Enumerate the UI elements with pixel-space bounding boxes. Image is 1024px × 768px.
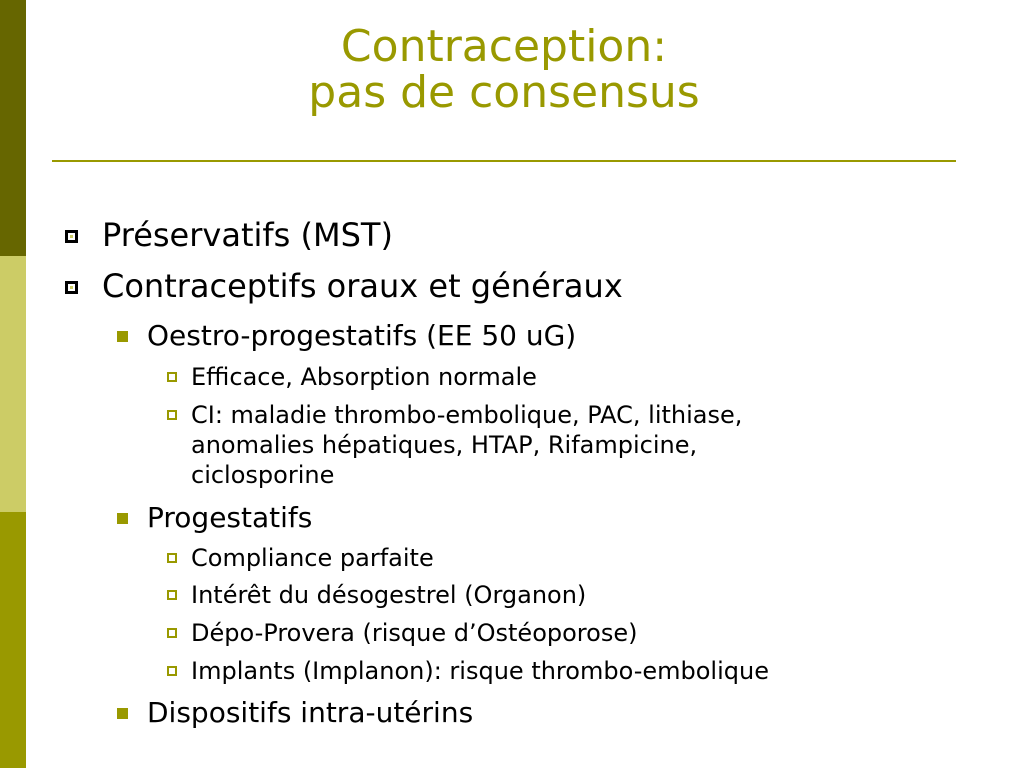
list-item bbox=[191, 580, 586, 610]
hollow-square-bullet-icon bbox=[167, 372, 177, 382]
list-item bbox=[191, 400, 742, 490]
list-item bbox=[191, 362, 537, 392]
hollow-square-bullet-icon bbox=[167, 553, 177, 563]
square-bullet-icon bbox=[117, 708, 128, 719]
list-item bbox=[191, 656, 769, 686]
list-item bbox=[147, 697, 473, 729]
list-item-text: Efficace, Absorption normale bbox=[191, 363, 537, 391]
list-item-text: Oestro-progestatifs (EE 50 uG) bbox=[147, 319, 577, 352]
hollow-square-bullet-icon bbox=[167, 666, 177, 676]
square-bullet-icon bbox=[117, 513, 128, 524]
list-item-text: Dispositifs intra-utérins bbox=[147, 696, 474, 729]
list-item-text-line: anomalies hépatiques, HTAP, Rifampicine, bbox=[191, 431, 698, 459]
hollow-square-bullet-icon bbox=[167, 410, 177, 420]
hollow-square-bullet-icon bbox=[167, 590, 177, 600]
list-item bbox=[102, 217, 393, 253]
list-item bbox=[102, 268, 623, 304]
list-item-text-line: CI: maladie thrombo-embolique, PAC, lithiase, bbox=[191, 401, 743, 429]
list-item-text: Préservatifs (MST) bbox=[102, 216, 393, 254]
list-item-text: Contraceptifs oraux et généraux bbox=[102, 267, 623, 305]
list-item-text-line: ciclosporine bbox=[191, 461, 335, 489]
list-item bbox=[191, 618, 637, 648]
hollow-square-bullet-icon bbox=[65, 281, 78, 294]
square-bullet-icon bbox=[117, 331, 128, 342]
list-item bbox=[191, 543, 434, 573]
list-item bbox=[147, 320, 576, 352]
list-item-text: Intérêt du désogestrel (Organon) bbox=[191, 581, 587, 609]
list-item-text: Dépo-Provera (risque d’Ostéoporose) bbox=[191, 619, 638, 647]
list-item bbox=[147, 502, 312, 534]
slide-title-line1: Contraception: bbox=[340, 21, 668, 72]
slide-title-line2: pas de consensus bbox=[308, 67, 700, 118]
hollow-square-bullet-icon bbox=[167, 628, 177, 638]
list-item-text: Implants (Implanon): risque thrombo-embolique bbox=[191, 657, 769, 685]
list-item-text: Compliance parfaite bbox=[191, 544, 434, 572]
hollow-square-bullet-icon bbox=[65, 230, 78, 243]
list-item-text: Progestatifs bbox=[147, 501, 313, 534]
